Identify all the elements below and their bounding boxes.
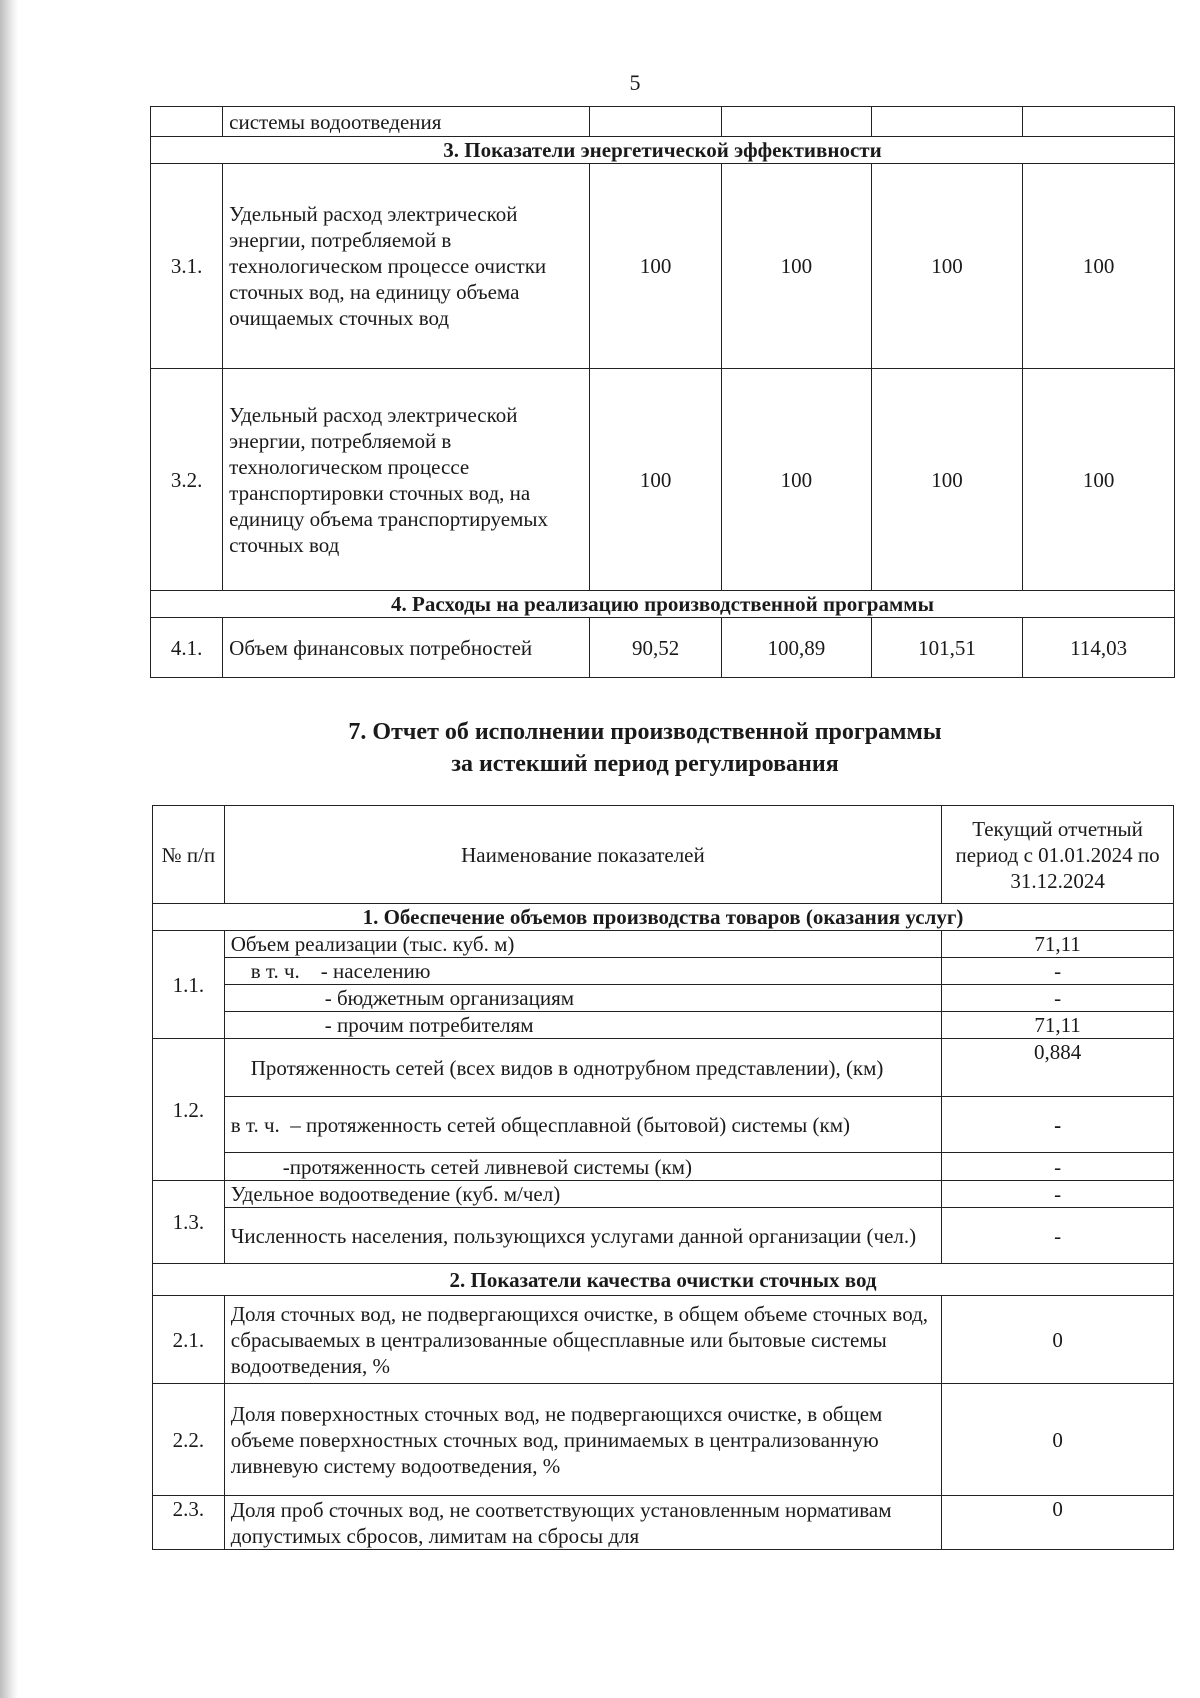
cell-num: 2.1. (153, 1296, 225, 1384)
header-num: № п/п (153, 806, 225, 904)
cell-value: 100 (1023, 369, 1175, 591)
cell-value: 101,51 (871, 618, 1023, 678)
cell-value: 90,52 (590, 618, 722, 678)
header-name: Наименование показателей (224, 806, 941, 904)
cell-name: Удельный расход электрической энергии, потребляемой в технологическом процессе транспортировки сточных вод, на единицу объема транспортируемых сточных вод (223, 369, 590, 591)
section-title: 3. Показатели энергетической эффективности (151, 137, 1175, 164)
cell-name: - бюджетным организациям (224, 985, 941, 1012)
page-number: 5 (629, 70, 641, 95)
report-table (152, 805, 1174, 1550)
cell-value (871, 107, 1023, 137)
section-row (151, 137, 1175, 164)
cell-name: в т. ч. – протяженность сетей общесплавной (бытовой) системы (км) (224, 1097, 941, 1153)
cell-value (1023, 107, 1175, 137)
section-row (151, 591, 1175, 618)
cell-name: Протяженность сетей (всех видов в однотрубном представлении), (км) (224, 1039, 941, 1097)
cell-value: - (942, 958, 1174, 985)
section-row (153, 904, 1174, 931)
cell-num: 2.2. (153, 1384, 225, 1496)
table-row (153, 1012, 1174, 1039)
scan-edge (0, 0, 18, 1698)
cell-name: Доля поверхностных сточных вод, не подвергающихся очистке, в общем объеме поверхностных сточных вод, принимаемых в централизованную ливневую систему водоотведения, % (224, 1384, 941, 1496)
cell-value (722, 107, 872, 137)
cell-value: 100 (590, 164, 722, 369)
cell-value: - (942, 1097, 1174, 1153)
cell-name: Численность населения, пользующихся услугами данной организации (чел.) (224, 1208, 941, 1264)
header-row (153, 806, 1174, 904)
table-row (153, 1496, 1174, 1550)
cell-value: 100 (590, 369, 722, 591)
cell-name: Объем финансовых потребностей (223, 618, 590, 678)
table-row (151, 107, 1175, 137)
cell-num: 4.1. (151, 618, 223, 678)
cell-name: Объем реализации (тыс. куб. м) (224, 931, 941, 958)
cell-value: 71,11 (942, 931, 1174, 958)
cell-num (151, 107, 223, 137)
cell-name: Доля сточных вод, не подвергающихся очистке, в общем объеме сточных вод, сбрасываемых в централизованные общесплавные или бытовые системы водоотведения, % (224, 1296, 941, 1384)
table-row (153, 958, 1174, 985)
cell-num: 1.2. (153, 1039, 225, 1181)
cell-value: 100,89 (722, 618, 872, 678)
cell-value: - (942, 985, 1174, 1012)
cell-value: 100 (871, 369, 1023, 591)
cell-value: 100 (1023, 164, 1175, 369)
cell-value: - (942, 1181, 1174, 1208)
section-title: 1. Обеспечение объемов производства товаров (оказания услуг) (153, 904, 1174, 931)
cell-value: - (942, 1208, 1174, 1264)
table-row (153, 1181, 1174, 1208)
header-period: Текущий отчетный период с 01.01.2024 по 31.12.2024 (942, 806, 1174, 904)
section7-title-line2: за истекший период регулирования (451, 751, 839, 777)
cell-value: 0 (942, 1496, 1174, 1550)
table-row (153, 985, 1174, 1012)
indicators-table (150, 106, 1175, 678)
table-row (153, 1208, 1174, 1264)
cell-value: 0 (942, 1296, 1174, 1384)
cell-value (590, 107, 722, 137)
table-row (151, 369, 1175, 591)
cell-name: - прочим потребителям (224, 1012, 941, 1039)
section-title: 4. Расходы на реализацию производственной программы (151, 591, 1175, 618)
cell-value: 71,11 (942, 1012, 1174, 1039)
table-row (153, 1384, 1174, 1496)
table-row (153, 1296, 1174, 1384)
cell-num: 1.3. (153, 1181, 225, 1264)
cell-value: - (942, 1153, 1174, 1181)
table-row (153, 931, 1174, 958)
cell-name: в т. ч. - населению (224, 958, 941, 985)
cell-name: Удельное водоотведение (куб. м/чел) (224, 1181, 941, 1208)
cell-value: 100 (722, 164, 872, 369)
cell-value: 100 (722, 369, 872, 591)
table-row (153, 1039, 1174, 1097)
cell-name: Удельный расход электрической энергии, потребляемой в технологическом процессе очистки сточных вод, на единицу объема очищаемых сточных вод (223, 164, 590, 369)
section-row (153, 1264, 1174, 1296)
section-title: 2. Показатели качества очистки сточных вод (153, 1264, 1174, 1296)
cell-name: -протяженность сетей ливневой системы (км) (224, 1153, 941, 1181)
cell-num: 3.2. (151, 369, 223, 591)
cell-num: 3.1. (151, 164, 223, 369)
section7-title-line1: 7. Отчет об исполнении производственной программы (348, 719, 942, 745)
cell-value: 114,03 (1023, 618, 1175, 678)
cell-name: системы водоотведения (223, 107, 590, 137)
cell-name: Доля проб сточных вод, не соответствующих установленным нормативам допустимых сбросов, лимитам на сбросы для (224, 1496, 941, 1550)
cell-value: 0,884 (942, 1039, 1174, 1097)
table-row (151, 618, 1175, 678)
cell-value: 0 (942, 1384, 1174, 1496)
cell-num: 2.3. (153, 1496, 225, 1550)
table-row (153, 1153, 1174, 1181)
cell-num: 1.1. (153, 931, 225, 1039)
table-row (151, 164, 1175, 369)
cell-value: 100 (871, 164, 1023, 369)
table-row (153, 1097, 1174, 1153)
